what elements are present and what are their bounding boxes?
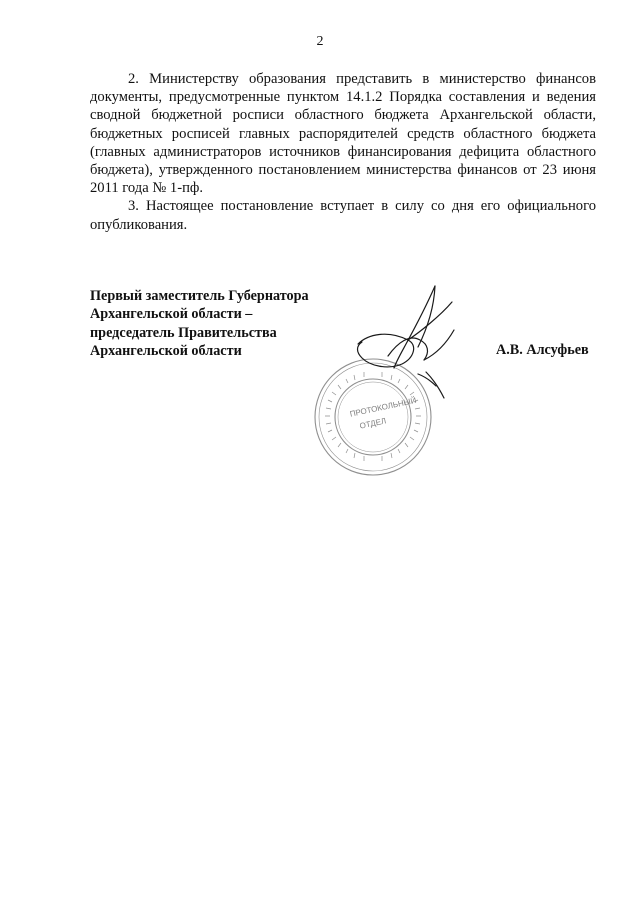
- document-body: [90, 70, 596, 234]
- signer-name: А.В. Алсуфьев: [496, 342, 589, 358]
- signer-title-line-2: Архангельской области –: [90, 306, 253, 323]
- page-number: 2: [316, 34, 324, 49]
- signature-graphic: [348, 282, 478, 402]
- signer-title-line-1: Первый заместитель Губернатора: [90, 288, 309, 304]
- signer-title-line-3: председатель Правительства: [90, 324, 277, 341]
- stamp-inner-text-1: ПРОТОКОЛЬНЫЙ: [349, 395, 418, 419]
- handwritten-signature: [348, 282, 478, 402]
- paragraph-2: 2. Министерству образования представить в министерство финансов документы, предусмотренные пунктом 14.1.2 Порядка составления и ведения сводной бюджетной росписи областного бюджета Архангельской области, бюджетных росписей главных распорядителей средств областного бюджета (главных администраторов источников финансирования дефицита областного бюджета), утвержденного постановлением министерства финансов от 23 июня 2011 года № 1-пф.: [90, 71, 596, 197]
- signer-title-line-4: Архангельской области: [90, 343, 242, 360]
- paragraph-3: 3. Настоящее постановление вступает в силу со дня его официального опубликования.: [90, 198, 596, 233]
- stamp-inner-text-2: ОТДЕЛ: [358, 416, 387, 431]
- signer-title: [90, 287, 309, 361]
